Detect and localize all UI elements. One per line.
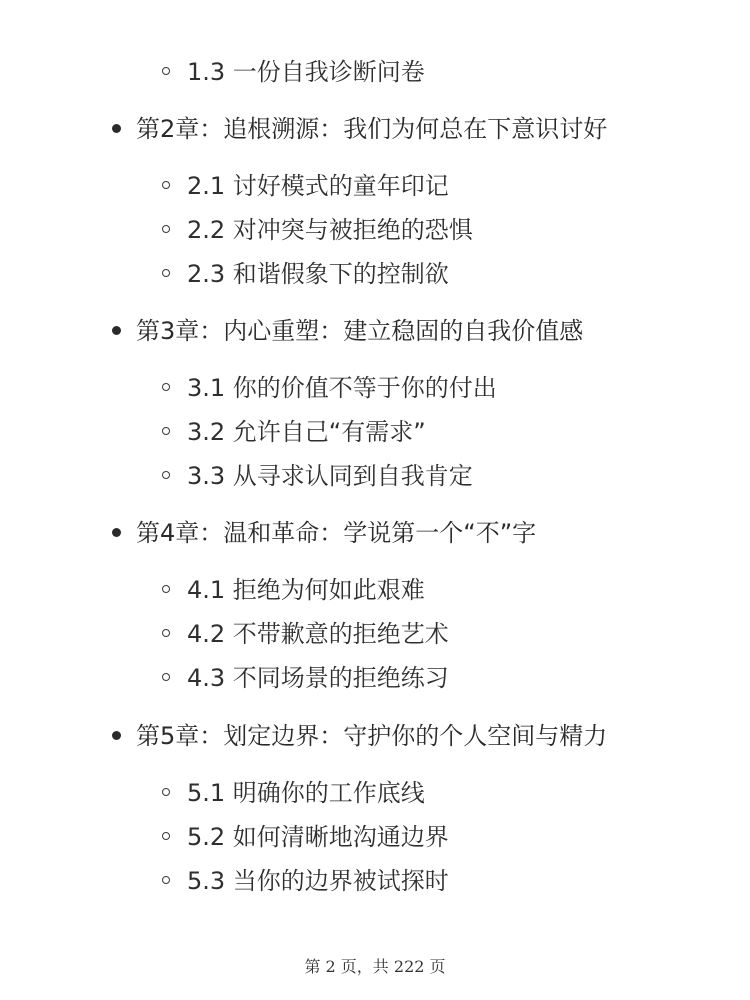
- filled-bullet-icon: [112, 124, 121, 133]
- toc-section-text: 3.2 允许自己“有需求”: [187, 418, 426, 446]
- toc-section-4-1: [162, 578, 425, 602]
- toc-chapter-5: [112, 724, 607, 748]
- toc-chapter-text: 第4章：温和革命：学说第一个“不”字: [136, 519, 537, 547]
- toc-section-5-1: [162, 781, 425, 805]
- hollow-bullet-icon: [162, 832, 170, 840]
- toc-section-5-3: [162, 869, 449, 893]
- hollow-bullet-icon: [162, 788, 170, 796]
- hollow-bullet-icon: [162, 876, 170, 884]
- toc-section-4-2: [162, 622, 449, 646]
- hollow-bullet-icon: [162, 427, 170, 435]
- hollow-bullet-icon: [162, 471, 170, 479]
- hollow-bullet-icon: [162, 383, 170, 391]
- toc-section-text: 5.3 当你的边界被试探时: [187, 867, 449, 895]
- toc-chapter-text: 第5章：划定边界：守护你的个人空间与精力: [136, 722, 608, 750]
- toc-section-text: 4.1 拒绝为何如此艰难: [187, 576, 425, 604]
- page-footer: 第 2 页，共 222 页: [304, 957, 446, 976]
- toc-section-3-1: [162, 376, 497, 400]
- hollow-bullet-icon: [162, 67, 170, 75]
- filled-bullet-icon: [112, 326, 121, 335]
- toc-section-3-3: [162, 464, 473, 488]
- toc-chapter-4: [112, 521, 536, 545]
- toc-section-text: 5.1 明确你的工作底线: [187, 779, 425, 807]
- hollow-bullet-icon: [162, 673, 170, 681]
- toc-section-1-3: [162, 60, 425, 84]
- toc-chapter-2: [112, 117, 607, 141]
- toc-section-3-2: [162, 420, 426, 444]
- toc-section-text: 3.3 从寻求认同到自我肯定: [187, 462, 473, 490]
- toc-section-text: 3.1 你的价值不等于你的付出: [187, 374, 497, 402]
- hollow-bullet-icon: [162, 181, 170, 189]
- toc-section-2-3: [162, 262, 449, 286]
- toc-section-text: 2.1 讨好模式的童年印记: [187, 172, 449, 200]
- filled-bullet-icon: [112, 731, 121, 740]
- toc-section-2-1: [162, 174, 449, 198]
- toc-section-text: 2.3 和谐假象下的控制欲: [187, 260, 449, 288]
- hollow-bullet-icon: [162, 629, 170, 637]
- toc-chapter-text: 第2章：追根溯源：我们为何总在下意识讨好: [136, 115, 608, 143]
- toc-section-2-2: [162, 218, 473, 242]
- toc-section-text: 2.2 对冲突与被拒绝的恐惧: [187, 216, 473, 244]
- toc-section-text: 5.2 如何清晰地沟通边界: [187, 823, 449, 851]
- toc-section-4-3: [162, 666, 449, 690]
- toc-section-5-2: [162, 825, 449, 849]
- toc-section-text: 1.3 一份自我诊断问卷: [187, 58, 425, 86]
- filled-bullet-icon: [112, 528, 121, 537]
- toc-chapter-3: [112, 319, 583, 343]
- hollow-bullet-icon: [162, 585, 170, 593]
- hollow-bullet-icon: [162, 269, 170, 277]
- toc-chapter-text: 第3章：内心重塑：建立稳固的自我价值感: [136, 317, 584, 345]
- toc-section-text: 4.3 不同场景的拒绝练习: [187, 664, 449, 692]
- hollow-bullet-icon: [162, 225, 170, 233]
- toc-section-text: 4.2 不带歉意的拒绝艺术: [187, 620, 449, 648]
